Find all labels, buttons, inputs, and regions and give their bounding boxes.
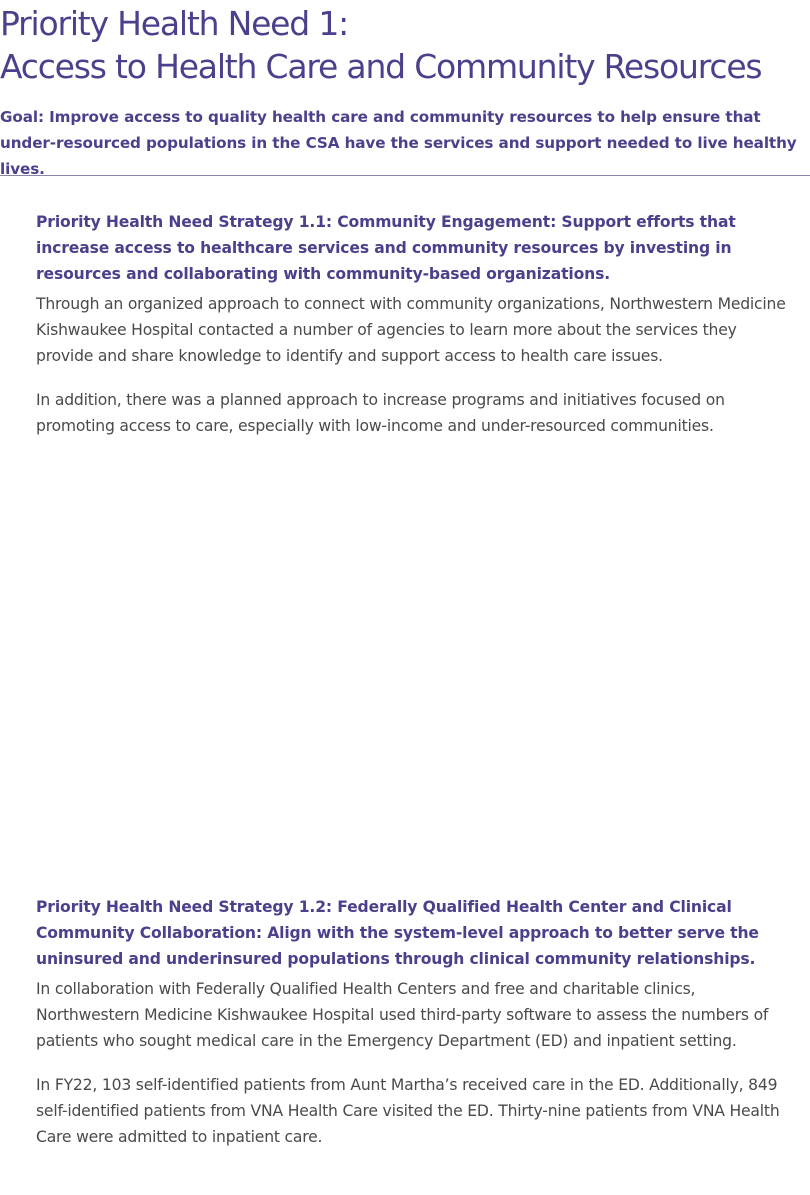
strategy-section-1-1 [36, 209, 796, 439]
section-divider [0, 175, 810, 176]
page-title-line-1: Priority Health Need 1: [0, 4, 349, 43]
body-paragraph: In collaboration with Federally Qualified Health Centers and free and charitable clinics, Northwestern Medicine Kishwaukee Hospital used third-party software to assess the numbers of patients who sought medical care in the Emergency Department (ED) and inpatient setting. [36, 980, 769, 1050]
goal-statement: Goal: Improve access to quality health care and community resources to help ensure that under-resourced populations in the CSA have the services and support needed to live healthy lives. [0, 108, 797, 178]
page-title-line-2: Access to Health Care and Community Resources [0, 47, 762, 86]
strategy-heading: Priority Health Need Strategy 1.2: Federally Qualified Health Center and Clinical Community Collaboration: Align with the system-level approach to better serve the uninsured and underinsured populations through clinical community relationships. [36, 898, 759, 968]
body-paragraph: In FY22, 103 self-identified patients from Aunt Martha’s received care in the ED. Additionally, 849 self-identified patients from VNA Health Care visited the ED. Thirty-nine patients from VNA Health Care were admitted to inpatient care. [36, 1076, 780, 1146]
blank-content-area [0, 480, 810, 870]
strategy-section-1-2 [36, 894, 796, 1150]
body-paragraph: In addition, there was a planned approach to increase programs and initiatives focused on promoting access to care, especially with low-income and under-resourced communities. [36, 391, 725, 435]
strategy-heading: Priority Health Need Strategy 1.1: Community Engagement: Support efforts that increase access to healthcare services and community resources by investing in resources and collaborating with community-based organizations. [36, 213, 736, 283]
body-paragraph: Through an organized approach to connect with community organizations, Northwestern Medicine Kishwaukee Hospital contacted a number of agencies to learn more about the services they provide and share knowledge to identify and support access to health care issues. [36, 295, 786, 365]
